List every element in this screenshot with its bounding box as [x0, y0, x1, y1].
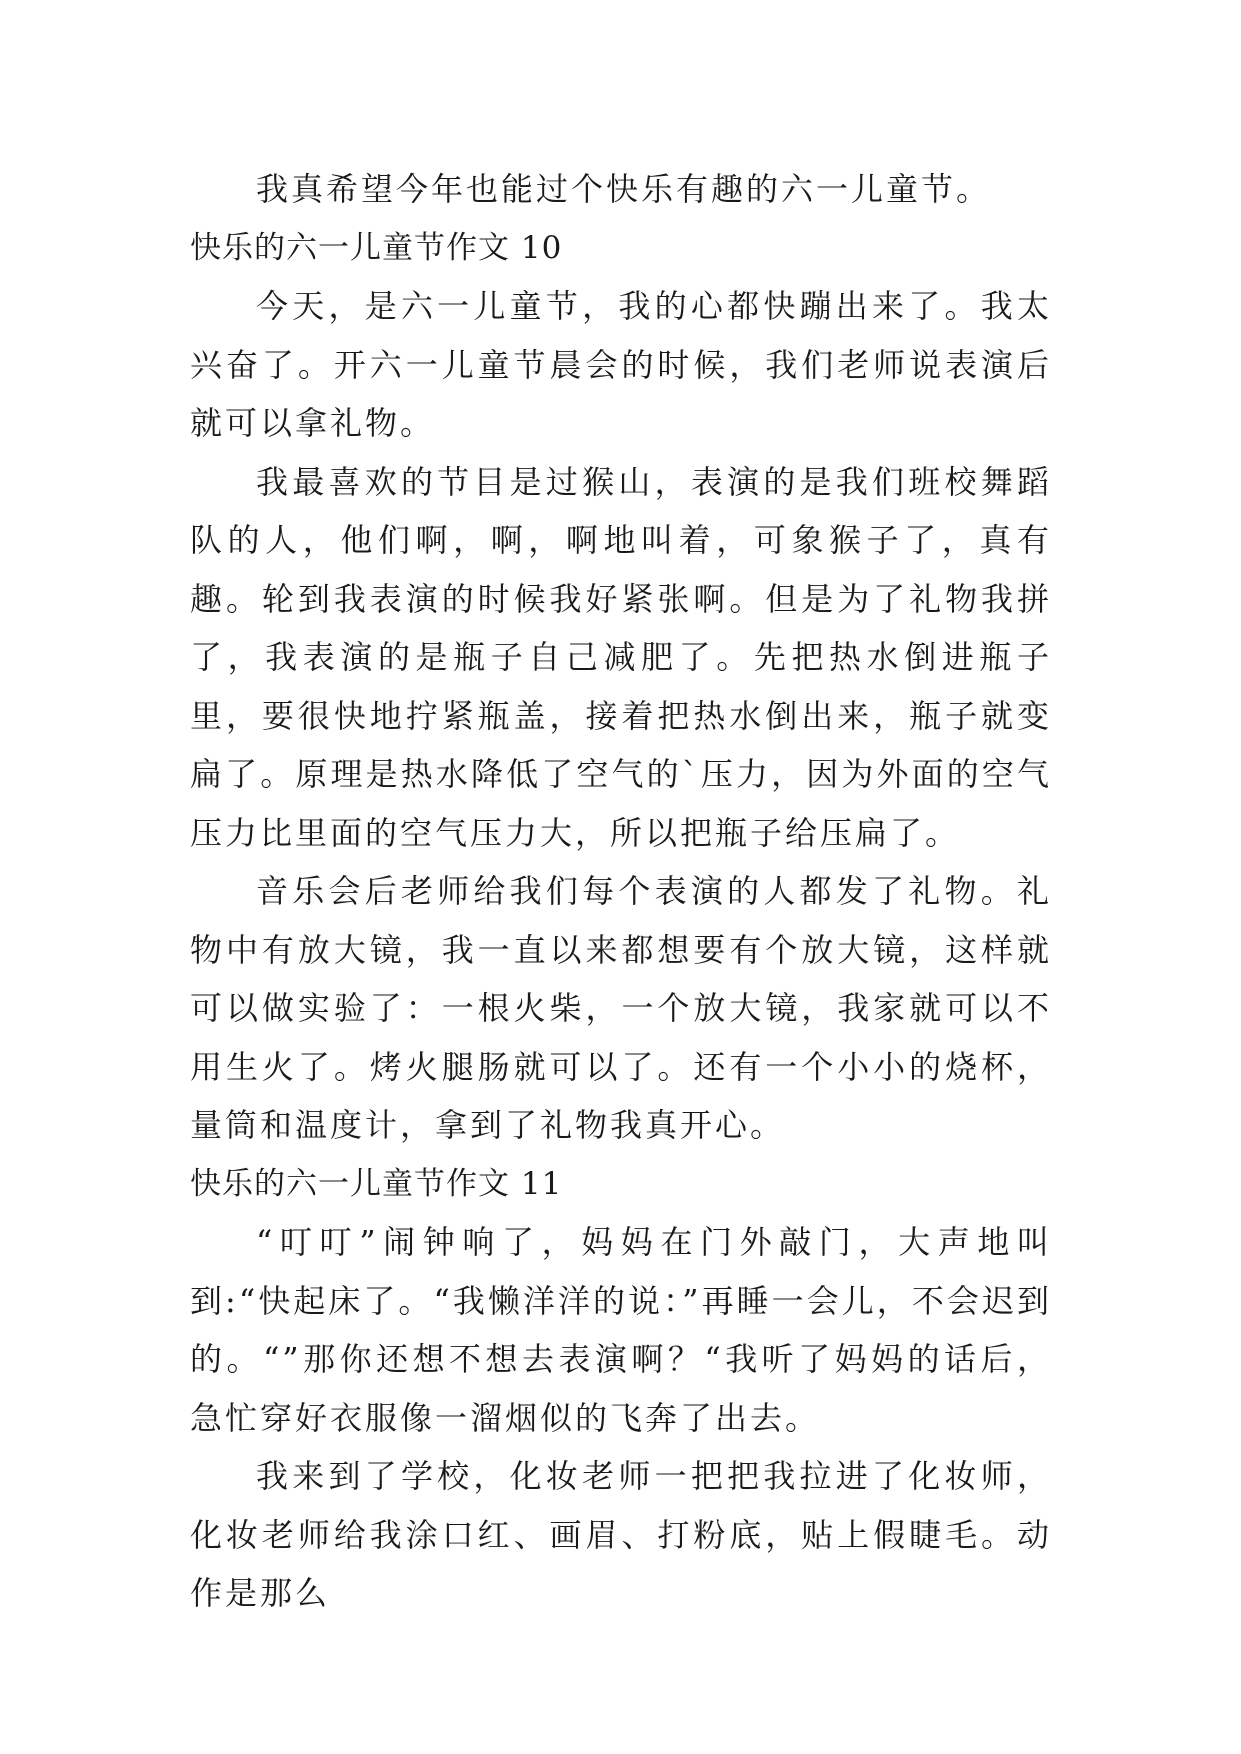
- paragraph: “叮叮”闹钟响了，妈妈在门外敲门，大声地叫到:“快起床了。“我懒洋洋的说：”再睡一会儿，不会迟到的。“”那你还想不想去表演啊？“我听了妈妈的话后，急忙穿好衣服像一溜烟似的飞奔了出去。: [190, 1223, 1052, 1437]
- paragraph: 今天，是六一儿童节，我的心都快蹦出来了。我太兴奋了。开六一儿童节晨会的时候，我们老师说表演后就可以拿礼物。: [190, 287, 1052, 442]
- paragraph: 我真希望今年也能过个快乐有趣的六一儿童节。: [256, 170, 992, 208]
- paragraph: 音乐会后老师给我们每个表演的人都发了礼物。礼物中有放大镜，我一直以来都想要有个放大镜，这样就可以做实验了：一根火柴，一个放大镜，我家就可以不用生火了。烤火腿肠就可以了。还有一个小小的烧杯，量筒和温度计，拿到了礼物我真开心。: [190, 872, 1052, 1144]
- section-heading: 快乐的六一儿童节作文 11: [190, 1165, 563, 1202]
- section-heading: 快乐的六一儿童节作文 10: [190, 229, 563, 266]
- paragraph: 我最喜欢的节目是过猴山，表演的是我们班校舞蹈队的人，他们啊，啊，啊地叫着，可象猴子了，真有趣。轮到我表演的时候我好紧张啊。但是为了礼物我拼了，我表演的是瓶子自己减肥了。先把热水倒进瓶子里，要很快地拧紧瓶盖，接着把热水倒出来，瓶子就变扁了。原理是热水降低了空气的`压力，因为外面的空气压力比里面的空气压力大，所以把瓶子给压扁了。: [190, 462, 1052, 852]
- paragraph: 我来到了学校，化妆老师一把把我拉进了化妆师，化妆老师给我涂口红、画眉、打粉底，贴上假睫毛。动作是那么: [190, 1457, 1052, 1612]
- document-body: [190, 160, 1052, 1623]
